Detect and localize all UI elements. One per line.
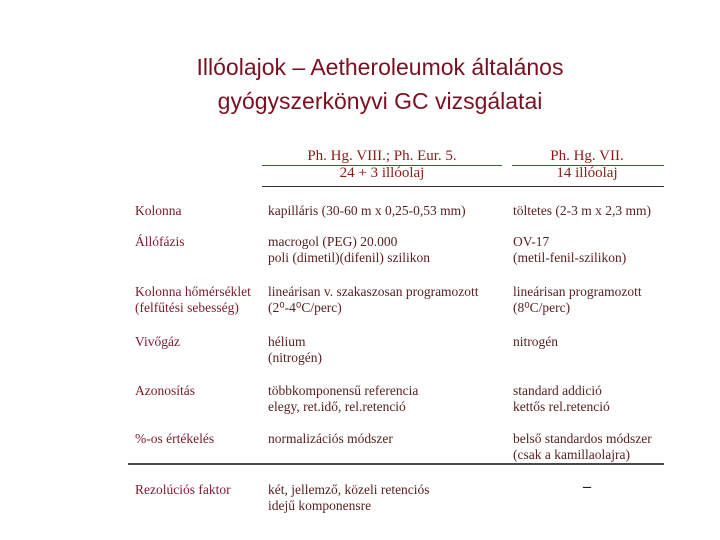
cell-ph-hg-viii: [268, 234, 430, 266]
row-label-line: Vivőgáz: [135, 334, 180, 349]
row-label: [135, 482, 231, 498]
cell-ph-hg-viii: [268, 334, 322, 366]
cell-ph-hg-viii: [268, 203, 466, 219]
cell-line: elegy, ret.idő, rel.retenció: [268, 399, 406, 414]
cell-ph-hg-vii: [513, 234, 626, 266]
row-label-line: Rezolúciós faktor: [135, 482, 231, 497]
cell-ph-hg-viii: [268, 284, 479, 316]
column-header-line: Ph. Hg. VIII.; Ph. Eur. 5.: [307, 148, 457, 164]
page-title: [0, 50, 720, 118]
cell-line: standard addició: [513, 383, 602, 398]
row-label-line: Állófázis: [135, 234, 185, 249]
cell-line: lineárisan v. szakaszosan programozott: [268, 284, 479, 299]
cell-ph-hg-vii: [513, 334, 558, 350]
cell-line: belső standardos módszer: [513, 431, 652, 446]
cell-ph-hg-vii: [513, 383, 610, 415]
cell-ph-hg-viii: [268, 431, 393, 447]
row-label: [135, 334, 180, 350]
header-divider-left: [262, 165, 502, 166]
column-header-line: Ph. Hg. VII.: [550, 148, 624, 164]
cell-line: OV-17: [513, 234, 550, 249]
cell-line: normalizációs módszer: [268, 431, 393, 446]
cell-line: lineárisan programozott: [513, 284, 642, 299]
cell-line: töltetes (2-3 m x 2,3 mm): [513, 203, 651, 218]
title-line-1: Illóolajok – Aetheroleumok általános: [196, 54, 564, 80]
dash-mark: –: [583, 478, 591, 495]
row-label: [135, 234, 185, 250]
row-label-line: %-os értékelés: [135, 431, 215, 446]
header-divider-right: [512, 165, 664, 166]
header-bottom-rule: [262, 186, 664, 187]
row-label-line: (felfűtési sebesség): [135, 300, 239, 315]
cell-line: nitrogén: [513, 334, 558, 349]
cell-line: (nitrogén): [268, 350, 322, 365]
row-label-line: Kolonna: [135, 203, 182, 218]
table-bottom-rule: [128, 463, 664, 465]
row-label: [135, 203, 182, 219]
cell-ph-hg-vii: [513, 431, 652, 463]
cell-ph-hg-viii: [268, 383, 418, 415]
cell-line: kapilláris (30-60 m x 0,25-0,53 mm): [268, 203, 466, 218]
cell-line: (2⁰-4⁰C/perc): [268, 300, 342, 315]
cell-line: idejű komponensre: [268, 498, 372, 513]
cell-line: hélium: [268, 334, 306, 349]
cell-line: kettős rel.retenció: [513, 399, 610, 414]
cell-line: két, jellemző, közeli retenciós: [268, 482, 430, 497]
cell-line: (8⁰C/perc): [513, 300, 571, 315]
column-header-line: 24 + 3 illóolaj: [339, 165, 425, 181]
cell-ph-hg-vii: [513, 203, 651, 219]
cell-ph-hg-vii: [513, 284, 642, 316]
row-label: [135, 431, 214, 447]
cell-line: poli (dimetil)(difenil) szilikon: [268, 250, 430, 265]
cell-line: macrogol (PEG) 20.000: [268, 234, 398, 249]
row-label-line: Kolonna hőmérséklet: [135, 284, 251, 299]
cell-line: (csak a kamillaolajra): [513, 447, 630, 462]
row-label-line: Azonosítás: [135, 383, 195, 398]
cell-line: többkomponensű referencia: [268, 383, 419, 398]
column-header-line: 14 illóolaj: [556, 165, 618, 181]
row-label: [135, 383, 195, 399]
cell-line: (metil-fenil-szilikon): [513, 250, 627, 265]
cell-ph-hg-viii: [268, 482, 430, 514]
row-label: [135, 284, 251, 316]
title-line-2: gyógyszerkönyvi GC vizsgálatai: [217, 88, 543, 114]
